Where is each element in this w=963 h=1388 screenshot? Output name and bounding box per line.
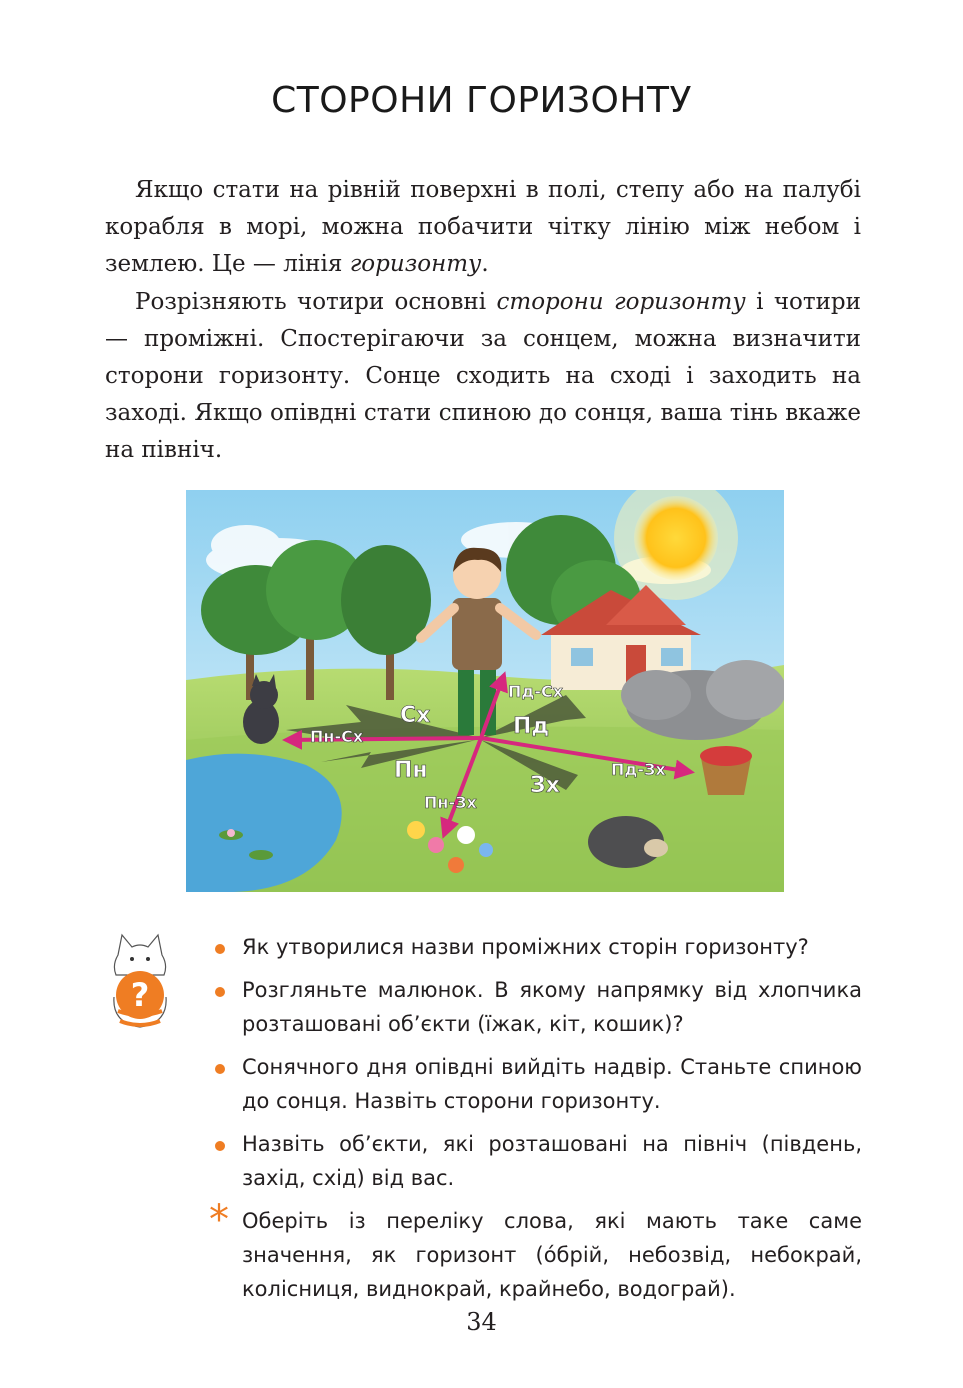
label-northwest: Пн-Зх xyxy=(424,793,477,812)
basket-figure xyxy=(700,746,752,795)
term-horizon: горизонту xyxy=(349,251,482,277)
label-southeast: Пд-Сх xyxy=(508,682,564,701)
bullet-icon xyxy=(215,944,225,954)
bullet-icon xyxy=(215,1141,225,1151)
question-item: Назвіть об’єкти, які розташовані на північ (південь, захід, схід) від вас. xyxy=(212,1127,862,1195)
horizon-illustration xyxy=(186,490,784,892)
question-item: Сонячного дня опівдні вийдіть надвір. Станьте спиною до сонця. Назвіть сторони горизонту. xyxy=(212,1050,862,1118)
page-number: 34 xyxy=(466,1308,497,1336)
label-northeast: Пн-Сх xyxy=(310,727,364,746)
label-west: Зх xyxy=(530,773,560,798)
intro-paragraph-2: Розрізняють чотири основні сторони горизонту і чотири — проміжні. Спостерігаючи за сонцем, можна визначити сторони горизонту. Сонце сходить на сході і заходить на заході. Якщо опівдні стати спиною до сонця, ваша тінь вкаже на північ. xyxy=(105,289,861,463)
intro-paragraph-1: Якщо стати на рівній поверхні в полі, степу або на палубі корабля в морі, можна побачити чітку лінію між небом і землею. Це — лінія горизонту. xyxy=(105,177,861,277)
label-southwest: Пд-Зх xyxy=(611,760,666,779)
term-sides-of-horizon: сторони горизонту xyxy=(496,289,746,315)
bullet-icon xyxy=(215,1064,225,1074)
page-title: СТОРОНИ ГОРИЗОНТУ xyxy=(271,80,692,121)
question-mark: ? xyxy=(130,976,150,1014)
question-item: Розгляньте малюнок. В якому напрямку від хлопчика розташовані об’єкти (їжак, кіт, кошик)? xyxy=(212,973,862,1041)
question-list xyxy=(209,930,862,1315)
bullet-icon xyxy=(215,987,225,997)
label-south: Пд xyxy=(513,714,550,739)
question-item: Як утворилися назви проміжних сторін горизонту? xyxy=(212,930,862,964)
label-north: Пн xyxy=(394,758,428,783)
question-item-starred: * Оберіть із переліку слова, які мають таке саме значення, як горизонт (óбрій, небозвід, небокрай, колісниця, виднокрай, крайнебо, водограй). xyxy=(209,1197,862,1301)
cat-mascot-icon xyxy=(104,927,176,1031)
label-east: Сх xyxy=(400,703,431,728)
star-icon: * xyxy=(209,1197,229,1243)
